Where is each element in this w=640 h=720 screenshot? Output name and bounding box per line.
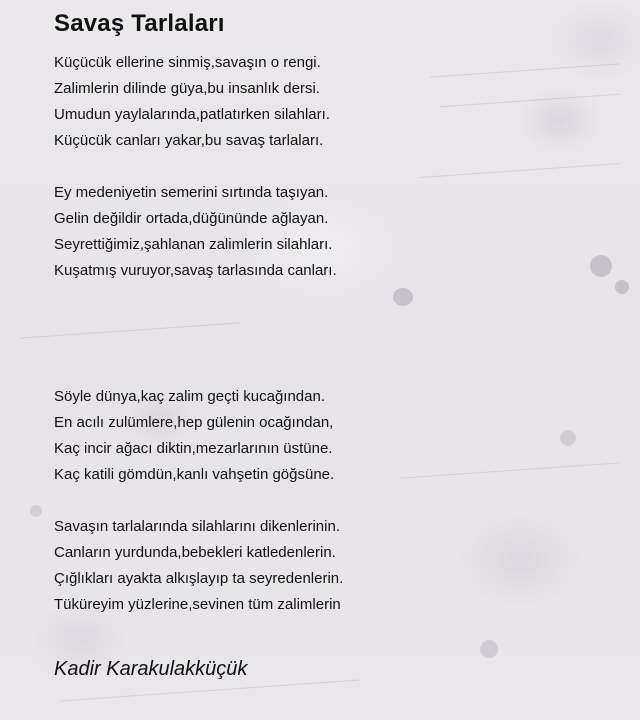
poem-line: Seyrettiğimiz,şahlanan zalimlerin silahları. <box>54 236 333 253</box>
poem-line: Çığlıkları ayakta alkışlayıp ta seyredenlerin. <box>54 570 344 587</box>
stanza-2 <box>54 180 614 284</box>
stanza-spacer <box>54 488 614 514</box>
poem-line: Söyle dünya,kaç zalim geçti kucağından. <box>54 388 325 405</box>
poem-line: Kaç katili gömdün,kanlı vahşetin göğsüne. <box>54 466 335 483</box>
poem-line: Gelin değildir ortada,düğününde ağlayan. <box>54 210 329 227</box>
poem-title: Savaş Tarlaları <box>54 10 225 37</box>
poem-line: Umudun yaylalarında,patlatırken silahları. <box>54 106 330 123</box>
poem <box>54 10 614 618</box>
poem-line: Tüküreyim yüzlerine,sevinen tüm zalimlerin <box>54 596 341 613</box>
poem-line: Kaç incir ağacı diktin,mezarlarının üstüne. <box>54 440 333 457</box>
poem-line: Canların yurdunda,bebekleri katledenlerin. <box>54 544 336 561</box>
stanza-spacer <box>54 154 614 180</box>
section-spacer <box>54 284 614 384</box>
ink-stain <box>480 640 498 658</box>
stanza-1 <box>54 50 614 154</box>
poem-line: Küçücük ellerine sinmiş,savaşın o rengi. <box>54 54 321 71</box>
poem-line: Ey medeniyetin semerini sırtında taşıyan. <box>54 184 329 201</box>
poem-author: Kadir Karakulakküçük <box>54 658 248 680</box>
poem-line: Zalimlerin dilinde güya,bu insanlık dersi. <box>54 80 320 97</box>
poem-line: Savaşın tarlalarında silahlarını dikenlerinin. <box>54 518 340 535</box>
stanza-4 <box>54 514 614 618</box>
poem-line: En acılı zulümlere,hep gülenin ocağından, <box>54 414 334 431</box>
stanza-3 <box>54 384 614 488</box>
poem-line: Küçücük canları yakar,bu savaş tarlaları. <box>54 132 324 149</box>
poem-line: Kuşatmış vuruyor,savaş tarlasında canları. <box>54 262 337 279</box>
ink-stain <box>30 505 42 517</box>
paper-texture-line <box>60 680 359 702</box>
ink-stain <box>615 280 629 294</box>
